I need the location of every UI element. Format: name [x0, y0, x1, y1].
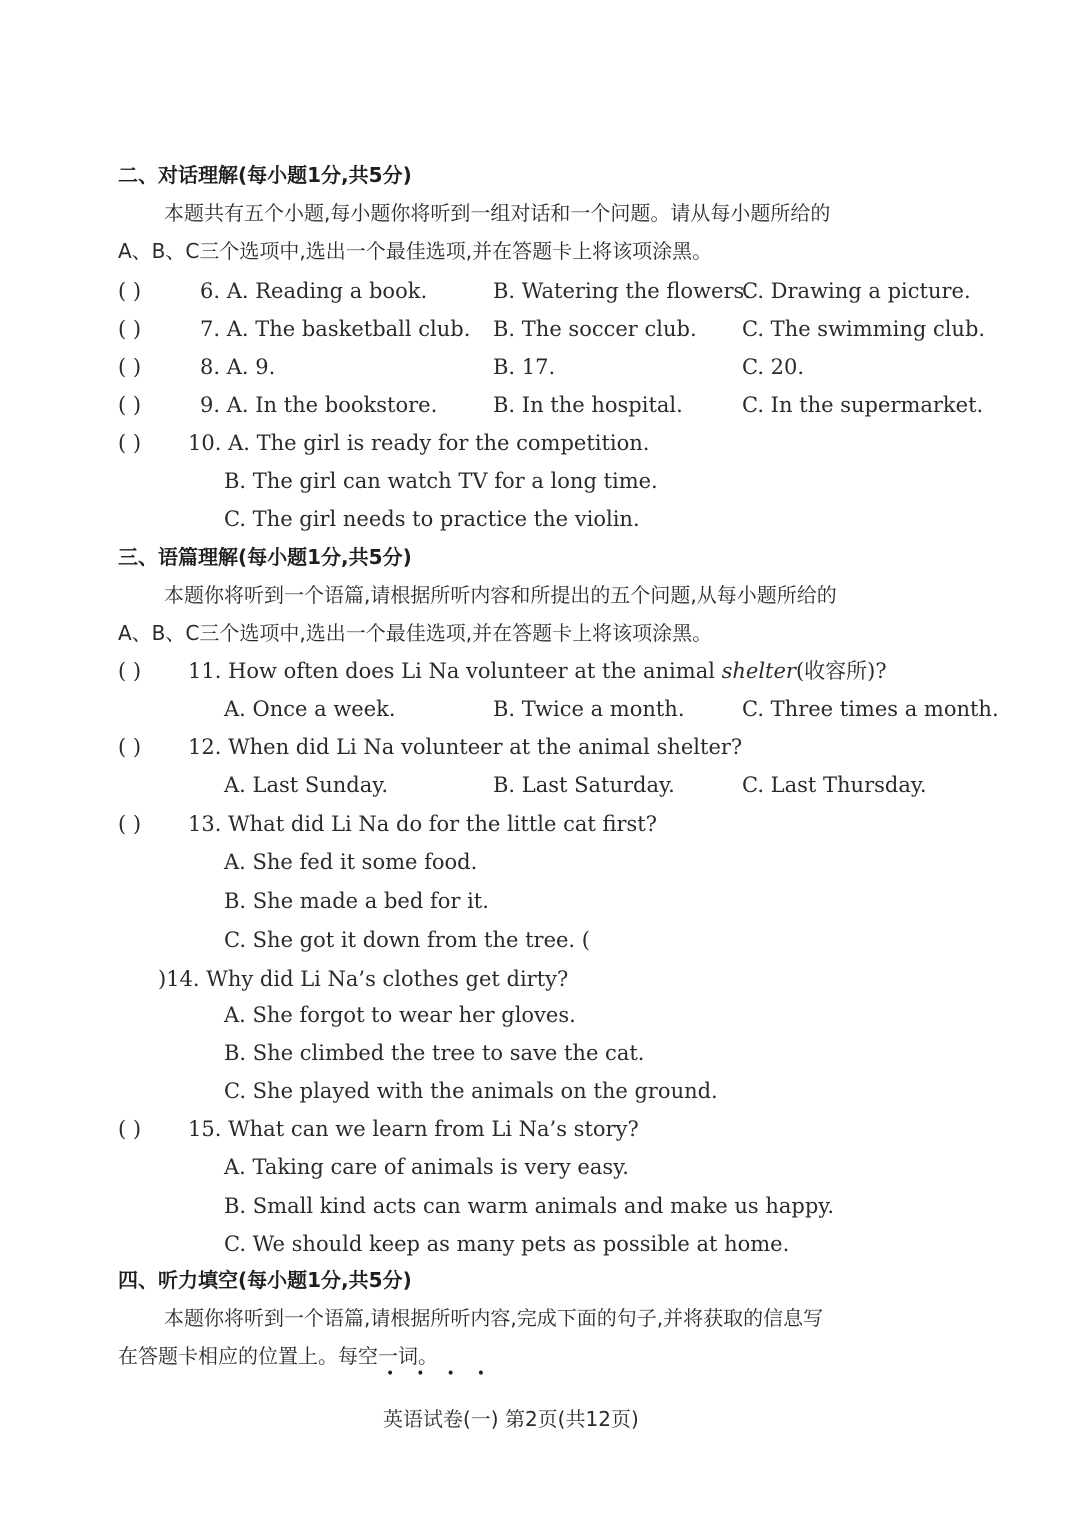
q14-option-c: C. She played with the animals on the ground. [224, 1079, 718, 1103]
answer-blank-6[interactable]: ( ) [118, 279, 142, 303]
answer-blank-8[interactable]: ( ) [118, 355, 142, 379]
q15-option-a: A. Taking care of animals is very easy. [224, 1155, 629, 1179]
q9-option-c: C. In the supermarket. [742, 393, 984, 417]
q11-stem-text: 11. How often does Li Na volunteer at the animal [188, 659, 722, 683]
q13-stem: 13. What did Li Na do for the little cat first? [188, 812, 658, 836]
q12-option-c: C. Last Thursday. [742, 773, 927, 797]
answer-blank-12[interactable]: ( ) [118, 735, 142, 759]
page-footer: 英语试卷(一) 第2页(共12页) [383, 1407, 639, 1431]
q6-option-a: 6. A. Reading a book. [200, 279, 428, 303]
q13-option-a: A. She fed it some food. [224, 850, 478, 874]
q11-option-a: A. Once a week. [224, 697, 396, 721]
emphasis-dots: •••• [386, 1366, 508, 1382]
answer-blank-7[interactable]: ( ) [118, 317, 142, 341]
q11-option-c: C. Three times a month. [742, 697, 999, 721]
q14-stem: )14. Why did Li Na’s clothes get dirty? [158, 967, 569, 991]
section3-intro-line2: A、B、C三个选项中,选出一个最佳选项,并在答题卡上将该项涂黑。 [118, 621, 713, 645]
q11-stem-gloss: (收容所)? [795, 659, 887, 683]
q9-option-b: B. In the hospital. [493, 393, 683, 417]
answer-blank-13[interactable]: ( ) [118, 812, 142, 836]
q12-stem: 12. When did Li Na volunteer at the animal shelter? [188, 735, 743, 759]
answer-blank-10[interactable]: ( ) [118, 431, 142, 455]
q7-option-b: B. The soccer club. [493, 317, 697, 341]
answer-blank-15[interactable]: ( ) [118, 1117, 142, 1141]
q9-option-a: 9. A. In the bookstore. [200, 393, 438, 417]
q8-option-a: 8. A. 9. [200, 355, 276, 379]
q7-option-c: C. The swimming club. [742, 317, 986, 341]
q6-option-b: B. Watering the flowers. [493, 279, 751, 303]
q8-option-c: C. 20. [742, 355, 805, 379]
section4-intro-line1: 本题你将听到一个语篇,请根据所听内容,完成下面的句子,并将获取的信息写 [164, 1306, 824, 1330]
section2-header: 二、对话理解(每小题1分,共5分) [118, 163, 412, 187]
q15-option-b: B. Small kind acts can warm animals and make us happy. [224, 1194, 835, 1218]
q12-option-b: B. Last Saturday. [493, 773, 675, 797]
q11-stem [188, 656, 887, 686]
q11-option-b: B. Twice a month. [493, 697, 685, 721]
q10-option-b: B. The girl can watch TV for a long time. [224, 469, 658, 493]
q11-stem-emphasis: shelter [721, 659, 796, 683]
q13-option-b: B. She made a bed for it. [224, 889, 489, 913]
answer-blank-11[interactable]: ( ) [118, 659, 142, 683]
q8-option-b: B. 17. [493, 355, 556, 379]
answer-blank-9[interactable]: ( ) [118, 393, 142, 417]
q6-option-c: C. Drawing a picture. [742, 279, 971, 303]
section2-intro-line1: 本题共有五个小题,每小题你将听到一组对话和一个问题。请从每小题所给的 [164, 201, 831, 225]
section3-intro-line1: 本题你将听到一个语篇,请根据所听内容和所提出的五个问题,从每小题所给的 [164, 583, 837, 607]
q15-option-c: C. We should keep as many pets as possible at home. [224, 1232, 790, 1256]
q12-option-a: A. Last Sunday. [224, 773, 389, 797]
q7-option-a: 7. A. The basketball club. [200, 317, 471, 341]
q14-option-b: B. She climbed the tree to save the cat. [224, 1041, 645, 1065]
section3-header: 三、语篇理解(每小题1分,共5分) [118, 545, 412, 569]
q10-option-c: C. The girl needs to practice the violin. [224, 507, 640, 531]
section2-intro-line2: A、B、C三个选项中,选出一个最佳选项,并在答题卡上将该项涂黑。 [118, 239, 713, 263]
q13-option-c: C. She got it down from the tree. ( [224, 928, 590, 952]
q10-option-a: 10. A. The girl is ready for the competition. [188, 431, 650, 455]
section4-header: 四、听力填空(每小题1分,共5分) [118, 1268, 412, 1292]
q14-option-a: A. She forgot to wear her gloves. [224, 1003, 576, 1027]
q15-stem: 15. What can we learn from Li Na’s story? [188, 1117, 639, 1141]
section4-intro-line2: 在答题卡相应的位置上。每空一词。 [118, 1344, 438, 1368]
